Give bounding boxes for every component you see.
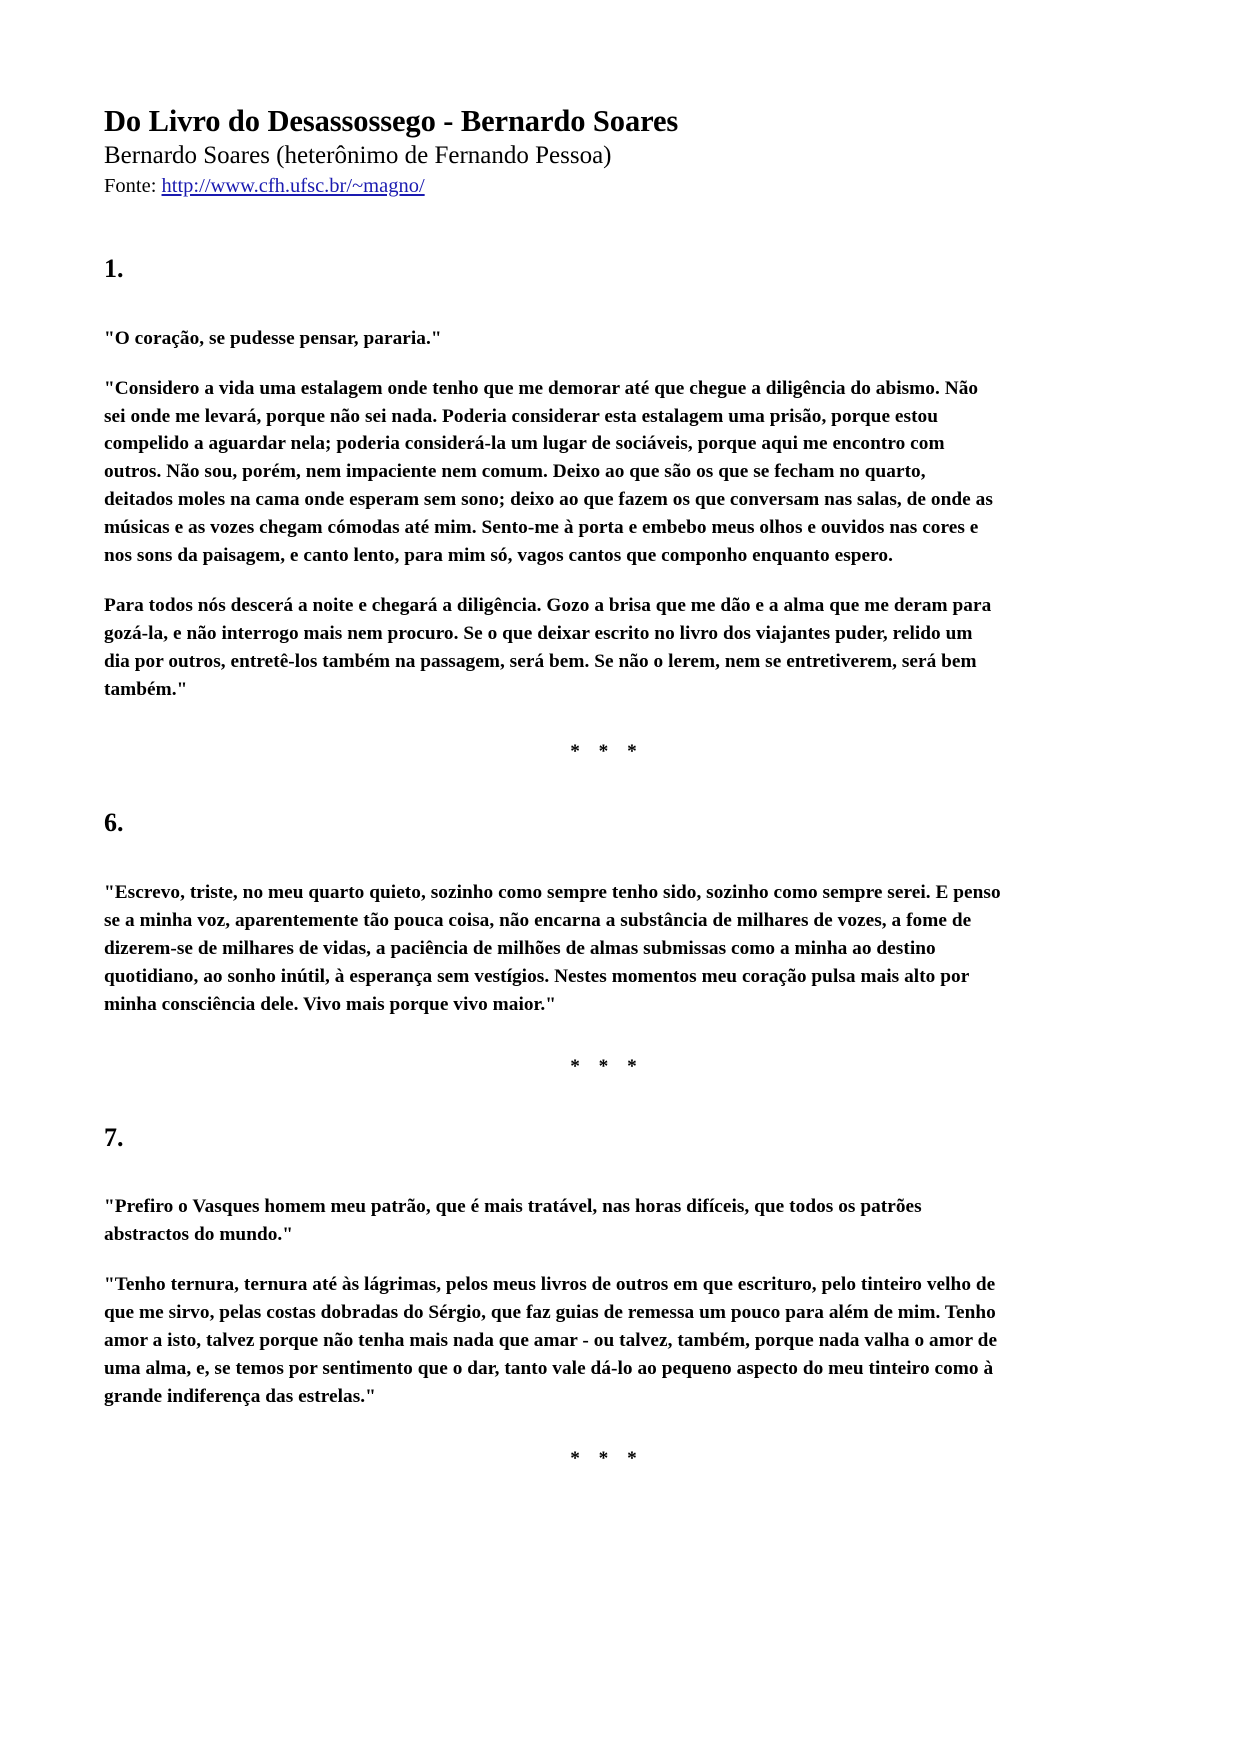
paragraph: Para todos nós descerá a noite e chegará a diligência. Gozo a brisa que me dão e a alma que me deram para gozá-la, e não interrogo mais nem procuro. Se o que deixar escrito no livro dos viajantes puder, relido um dia por outros, entretê-los também na passagem, será bem. Se não o lerem, nem se entretiverem, será bem também.": [104, 595, 992, 701]
source-label: Fonte:: [104, 175, 162, 198]
section-7: [104, 1124, 1122, 1472]
paragraph: "O coração, se pudesse pensar, pararia.": [104, 327, 442, 349]
section-separator: * * *: [570, 741, 644, 763]
section-number-heading: 7.: [104, 1122, 124, 1152]
source-url-link[interactable]: http://www.cfh.ufsc.br/~magno/: [161, 175, 425, 198]
document-author: Bernardo Soares (heterônimo de Fernando Pessoa): [104, 142, 612, 170]
paragraph: "Tenho ternura, ternura até às lágrimas, pelos meus livros de outros em que escrituro, pelo tinteiro velho de que me sirvo, pelas costas dobradas do Sérgio, que faz guias de remessa um pouco para além de mim. Tenho amor a isto, talvez porque não tenha mais nada que amar - ou talvez, também, porque nada valha o amor de uma alma, e, se temos por sentimento que o dar, tanto vale dá-lo ao pequeno aspecto do meu tinteiro como à grande indiferença das estrelas.": [104, 1274, 998, 1408]
paragraph: "Considero a vida uma estalagem onde tenho que me demorar até que chegue a diligência do abismo. Não sei onde me levará, porque não sei nada. Poderia considerar esta estalagem uma prisão, porque estou compelido a aguardar nela; poderia considerá-la um lugar de sociáveis, porque aqui me encontro com outros. Não sou, porém, nem impaciente nem comum. Deixo ao que são os que se fecham no quarto, deitados moles na cama onde esperam sem sono; deixo ao que fazem os que conversam nas salas, de onde as músicas e as vozes chegam cómodas até mim. Sento-me à porta e embebo meus olhos e ouvidos nas cores e nos sons da paisagem, e canto lento, para mim só, vagos cantos que componho enquanto espero.: [104, 377, 993, 567]
section-number-heading: 1.: [104, 253, 124, 283]
paragraph: "Escrevo, triste, no meu quarto quieto, sozinho como sempre tenho sido, sozinho como sempre serei. E penso se a minha voz, aparentemente tão pouca coisa, não encarna a substância de milhares de vozes, a fome de dizerem-se de milhares de vidas, a paciência de milhões de almas submissas como a minha ao destino quotidiano, ao sonho inútil, à esperança sem vestígios. Nestes momentos meu coração pulsa mais alto por minha consciência dele. Vivo mais porque vivo maior.": [104, 881, 1001, 1015]
section-separator: * * *: [570, 1448, 644, 1470]
section-1: [104, 255, 1122, 765]
section-6: [104, 809, 1122, 1079]
section-separator: * * *: [570, 1055, 644, 1077]
document-source: [104, 174, 1122, 199]
section-number-heading: 6.: [104, 808, 124, 838]
page-title: Do Livro do Desassossego - Bernardo Soares: [104, 104, 679, 138]
paragraph: "Prefiro o Vasques homem meu patrão, que é mais tratável, nas horas difíceis, que todos os patrões abstractos do mundo.": [104, 1196, 922, 1246]
